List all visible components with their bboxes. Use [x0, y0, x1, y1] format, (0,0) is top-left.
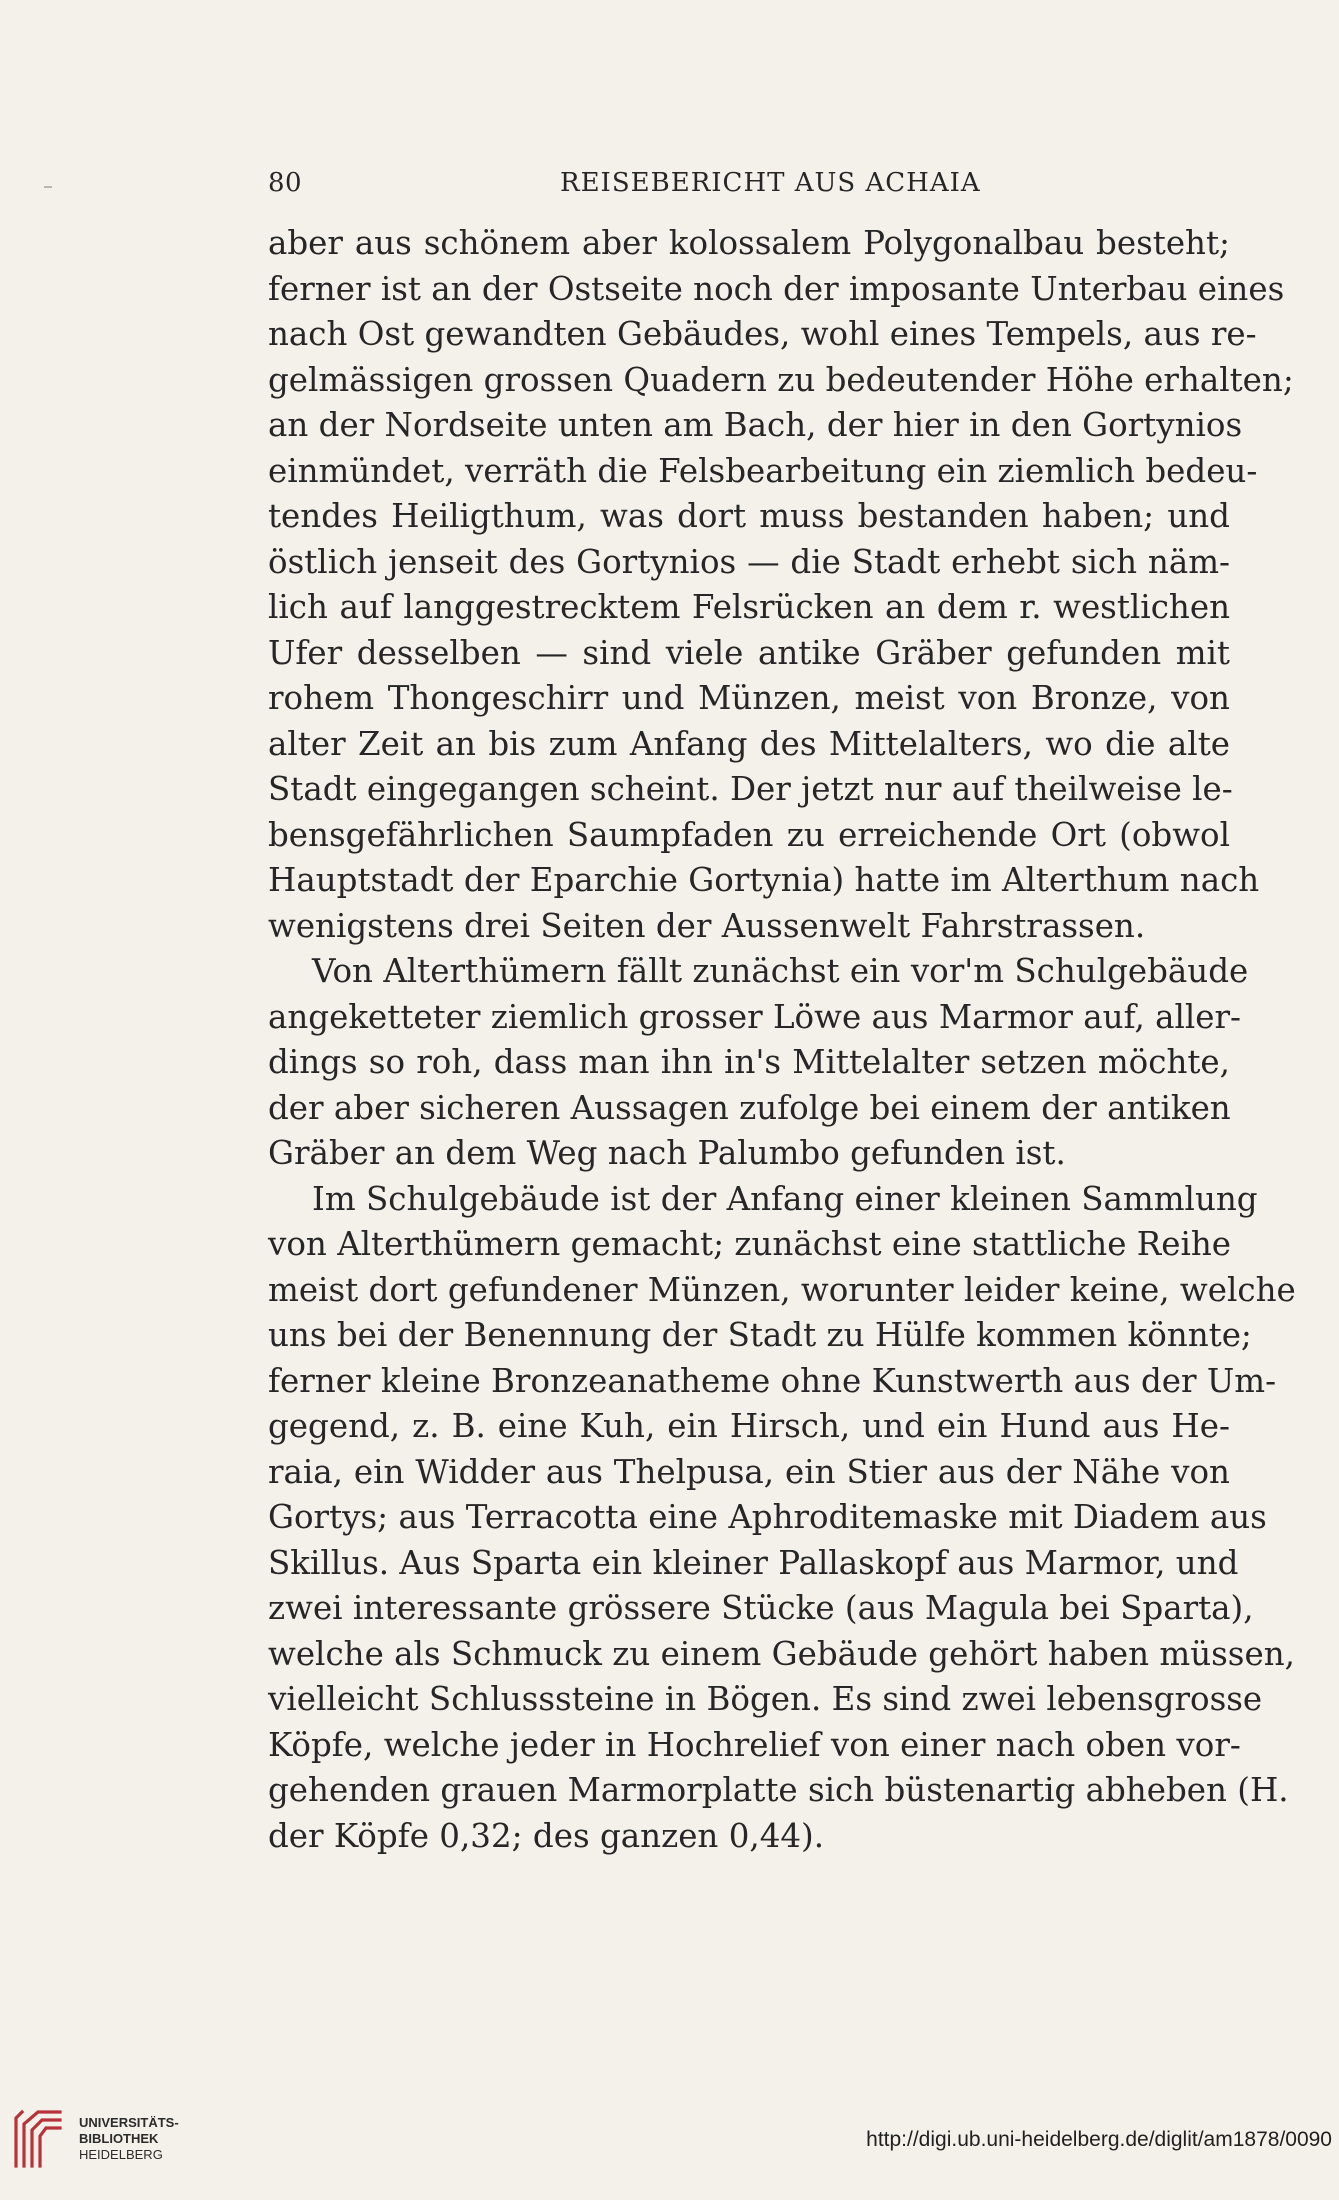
library-name-line: UNIVERSITÄTS-: [79, 2115, 179, 2130]
text-line: dings so roh, dass man ihn in's Mittelalter setzen möchte,: [268, 1043, 1230, 1081]
running-title: REISEBERICHT AUS ACHAIA: [560, 168, 981, 198]
margin-mark: [44, 186, 52, 188]
text-line: uns bei der Benennung der Stadt zu Hülfe kommen könnte;: [268, 1316, 1252, 1354]
text-line: gegend, z. B. eine Kuh, ein Hirsch, und ein Hund aus He-: [268, 1407, 1230, 1445]
text-line: welche als Schmuck zu einem Gebäude gehört haben müssen,: [268, 1634, 1295, 1673]
text-line: alter Zeit an bis zum Anfang des Mittelalters, wo die alte: [268, 724, 1230, 763]
text-line: tendes Heiligthum, was dort muss bestanden haben; und: [268, 497, 1230, 535]
running-head: [268, 168, 1228, 208]
text-line: wenigstens drei Seiten der Aussenwelt Fahrstrassen.: [268, 906, 1146, 945]
text-line: raia, ein Widder aus Thelpusa, ein Stier aus der Nähe von: [268, 1452, 1230, 1491]
text-line: der Köpfe 0,32; des ganzen 0,44).: [268, 1816, 825, 1855]
text-line: Gortys; aus Terracotta eine Aphroditemaske mit Diadem aus: [268, 1498, 1267, 1536]
text-line: an der Nordseite unten am Bach, der hier in den Gortynios: [268, 406, 1243, 444]
text-line: ferner ist an der Ostseite noch der imposante Unterbau eines: [268, 269, 1285, 308]
text-line: angeketteter ziemlich grosser Löwe aus Marmor auf, aller-: [268, 997, 1242, 1036]
library-name: [79, 2115, 179, 2163]
text-line: gehenden grauen Marmorplatte sich büstenartig abheben (H.: [268, 1771, 1289, 1809]
text-line: einmündet, verräth die Felsbearbeitung ein ziemlich bedeu-: [268, 451, 1258, 490]
text-line: gelmässigen grossen Quadern zu bedeutender Höhe erhalten;: [268, 360, 1294, 399]
library-name-line: HEIDELBERG: [79, 2147, 163, 2162]
footer: [12, 2108, 1332, 2178]
text-line: Köpfe, welche jeder in Hochrelief von einer nach oben vor-: [268, 1725, 1241, 1764]
text-line: Von Alterthümern fällt zunächst ein vor'm Schulgebäude: [312, 952, 1249, 990]
text-line: Ufer desselben — sind viele antike Gräber gefunden mit: [268, 633, 1230, 672]
library-name-line: BIBLIOTHEK: [79, 2131, 159, 2146]
text-line: ferner kleine Bronzeanatheme ohne Kunstwerth aus der Um-: [268, 1361, 1277, 1400]
text-line: aber aus schönem aber kolossalem Polygonalbau besteht;: [268, 224, 1230, 262]
text-line: Stadt eingegangen scheint. Der jetzt nur auf theilweise le-: [268, 770, 1233, 808]
source-url-link[interactable]: http://digi.ub.uni-heidelberg.de/diglit/am1878/0090: [866, 2128, 1332, 2151]
page-number: 80: [268, 168, 303, 198]
text-line: zwei interessante grössere Stücke (aus Magula bei Sparta),: [268, 1589, 1254, 1627]
text-line: vielleicht Schlusssteine in Bögen. Es sind zwei lebensgrosse: [268, 1680, 1263, 1718]
text-line: östlich jenseit des Gortynios — die Stadt erhebt sich näm-: [268, 542, 1230, 581]
text-line: rohem Thongeschirr und Münzen, meist von Bronze, von: [268, 679, 1230, 717]
text-line: Gräber an dem Weg nach Palumbo gefunden ist.: [268, 1134, 1066, 1172]
text-line: bensgefährlichen Saumpfaden zu erreichende Ort (obwol: [268, 815, 1230, 854]
text-line: nach Ost gewandten Gebäudes, wohl eines Tempels, aus re-: [268, 315, 1257, 353]
text-line: lich auf langgestrecktem Felsrücken an dem r. westlichen: [268, 588, 1230, 626]
text-line: von Alterthümern gemacht; zunächst eine stattliche Reihe: [268, 1225, 1232, 1263]
text-line: meist dort gefundener Münzen, worunter leider keine, welche: [268, 1270, 1296, 1309]
library-logo-icon: [12, 2108, 64, 2170]
body-text: [268, 221, 1296, 1859]
text-line: Im Schulgebäude ist der Anfang einer kleinen Sammlung: [312, 1179, 1258, 1218]
text-line: Hauptstadt der Eparchie Gortynia) hatte im Alterthum nach: [268, 861, 1260, 899]
text-line: Skillus. Aus Sparta ein kleiner Pallaskopf aus Marmor, und: [268, 1543, 1239, 1582]
text-line: der aber sicheren Aussagen zufolge bei einem der antiken: [268, 1088, 1231, 1127]
